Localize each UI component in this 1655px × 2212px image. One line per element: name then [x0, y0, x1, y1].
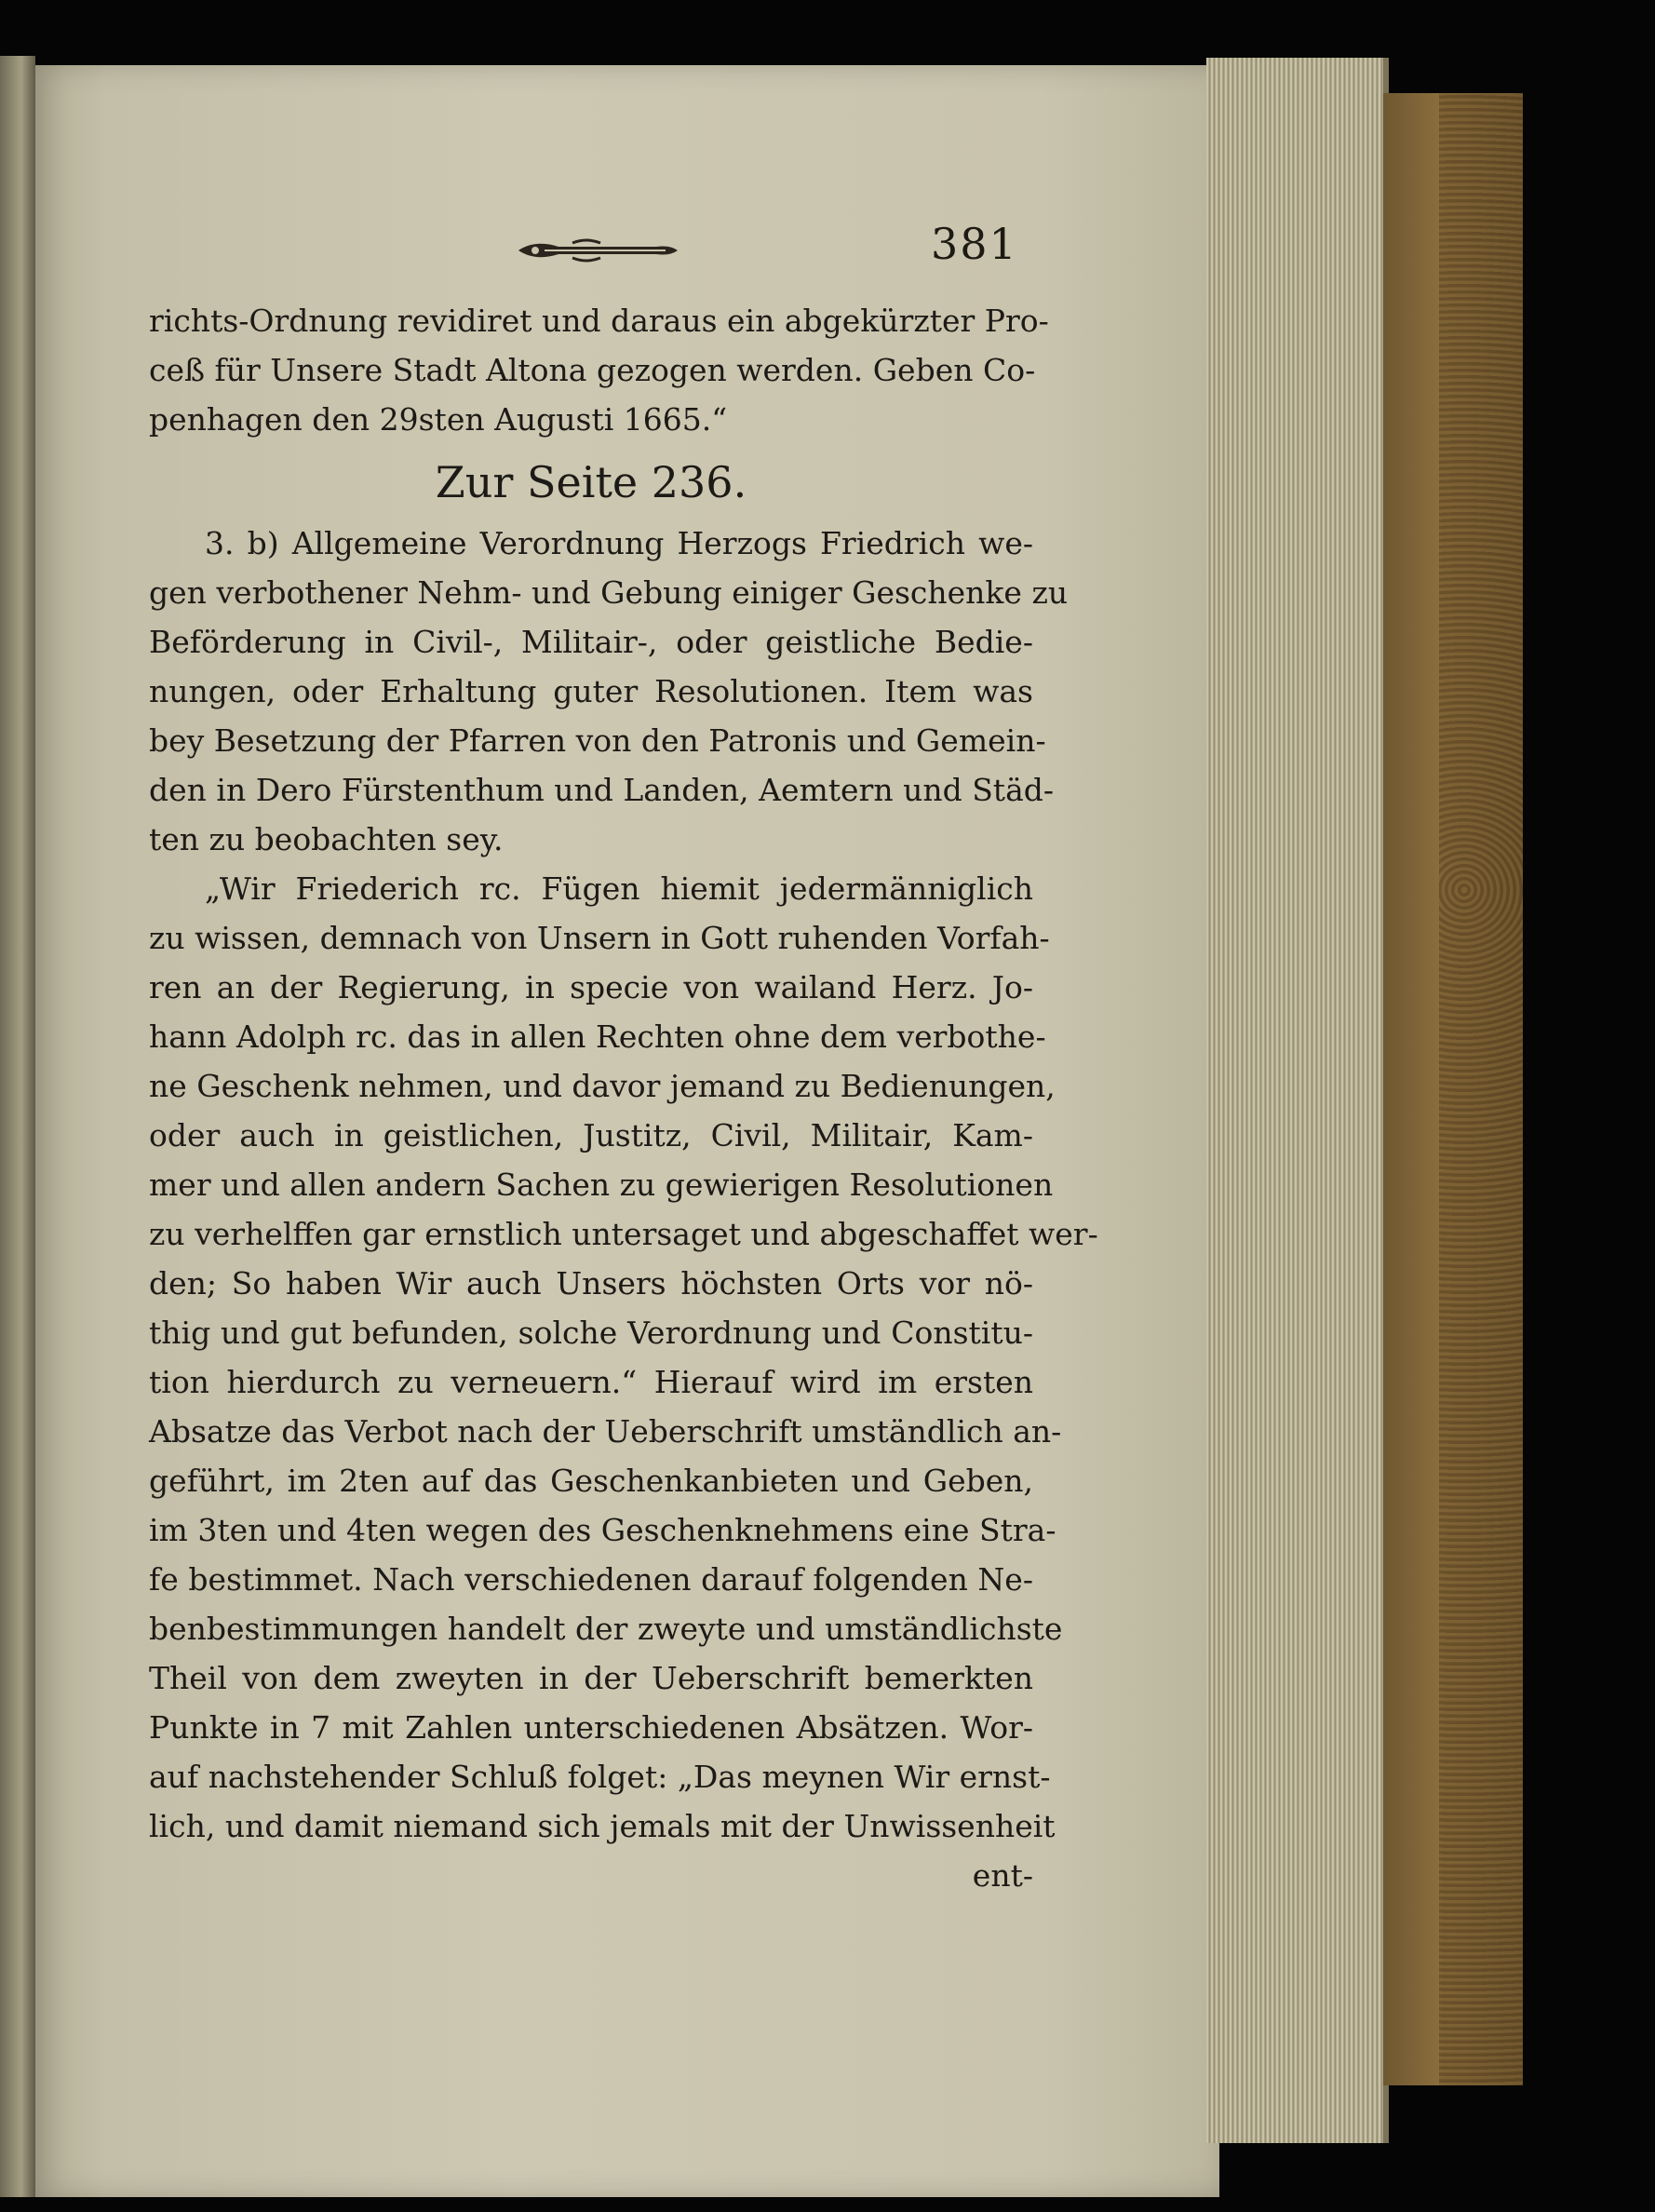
text-line: penhagen den 29sten Augusti 1665.“	[149, 401, 728, 438]
text-line: den in Dero Fürstenthum und Landen, Aemtern und Städ-	[149, 772, 1055, 808]
text-line: richts-Ordnung revidiret und daraus ein abgekürzter Pro-	[149, 303, 1049, 339]
text-line: ten zu beobachten sey.	[149, 821, 504, 857]
text-line: den; So haben Wir auch Unsers höchsten Orts vor nö-	[149, 1265, 1033, 1302]
page-stack-edge	[1206, 58, 1389, 2143]
left-page-edge	[0, 56, 35, 2197]
text-line: Theil von dem zweyten in der Ueberschrift bemerkten	[149, 1660, 1033, 1696]
text-line: zu wissen, demnach von Unsern in Gott ruhenden Vorfah-	[149, 920, 1050, 956]
text-block	[149, 296, 1098, 1900]
text-line: thig und gut befunden, solche Verordnung und Constitu-	[149, 1315, 1033, 1351]
text-line: zu verhelffen gar ernstlich untersaget und abgeschaffet wer-	[149, 1216, 1098, 1252]
text-line: geführt, im 2ten auf das Geschenkanbieten und Geben,	[149, 1463, 1033, 1499]
text-line: nungen, oder Erhaltung guter Resolutionen. Item was	[149, 673, 1033, 709]
text-line: fe bestimmet. Nach verschiedenen darauf folgenden Ne-	[149, 1561, 1033, 1598]
text-line: Absatze das Verbot nach der Ueberschrift umständlich an-	[149, 1413, 1062, 1450]
text-line: oder auch in geistlichen, Justitz, Civil, Militair, Kam-	[149, 1117, 1033, 1153]
text-line: auf nachstehender Schluß folget: „Das meynen Wir ernst-	[149, 1759, 1051, 1795]
text-line: „Wir Friederich rc. Fügen hiemit jedermänniglich	[205, 870, 1033, 907]
text-line: bey Besetzung der Pfarren von den Patronis und Gemein-	[149, 722, 1046, 759]
text-line: hann Adolph rc. das in allen Rechten ohne dem verbothe-	[149, 1018, 1046, 1055]
text-line: 3. b) Allgemeine Verordnung Herzogs Friedrich we-	[205, 525, 1033, 561]
text-line: mer und allen andern Sachen zu gewierigen Resolutionen	[149, 1167, 1054, 1203]
catchword: ent-	[972, 1857, 1033, 1894]
text-line: Beförderung in Civil-, Militair-, oder geistliche Bedie-	[149, 624, 1033, 660]
text-line: gen verbothener Nehm- und Gebung einiger Geschenke zu	[149, 574, 1069, 611]
text-line: Punkte in 7 mit Zahlen unterschiedenen Absätzen. Wor-	[149, 1709, 1033, 1746]
text-line: ceß für Unsere Stadt Altona gezogen werden. Geben Co-	[149, 352, 1036, 388]
text-line: tion hierdurch zu verneuern.“ Hierauf wird im ersten	[149, 1364, 1033, 1400]
text-line: ne Geschenk nehmen, und davor jemand zu Bedienungen,	[149, 1068, 1056, 1104]
section-heading: Zur Seite 236.	[435, 457, 747, 507]
page-number: 381	[931, 219, 1018, 269]
text-line: benbestimmungen handelt der zweyte und umständlichste	[149, 1611, 1063, 1647]
text-line: ren an der Regierung, in specie von wailand Herz. Jo-	[149, 969, 1033, 1005]
header-ornament-icon	[517, 237, 679, 263]
text-line: im 3ten und 4ten wegen des Geschenknehmens eine Stra-	[149, 1512, 1056, 1548]
cover-texture	[1439, 93, 1523, 2085]
text-line: lich, und damit niemand sich jemals mit der Unwissenheit	[149, 1808, 1056, 1844]
